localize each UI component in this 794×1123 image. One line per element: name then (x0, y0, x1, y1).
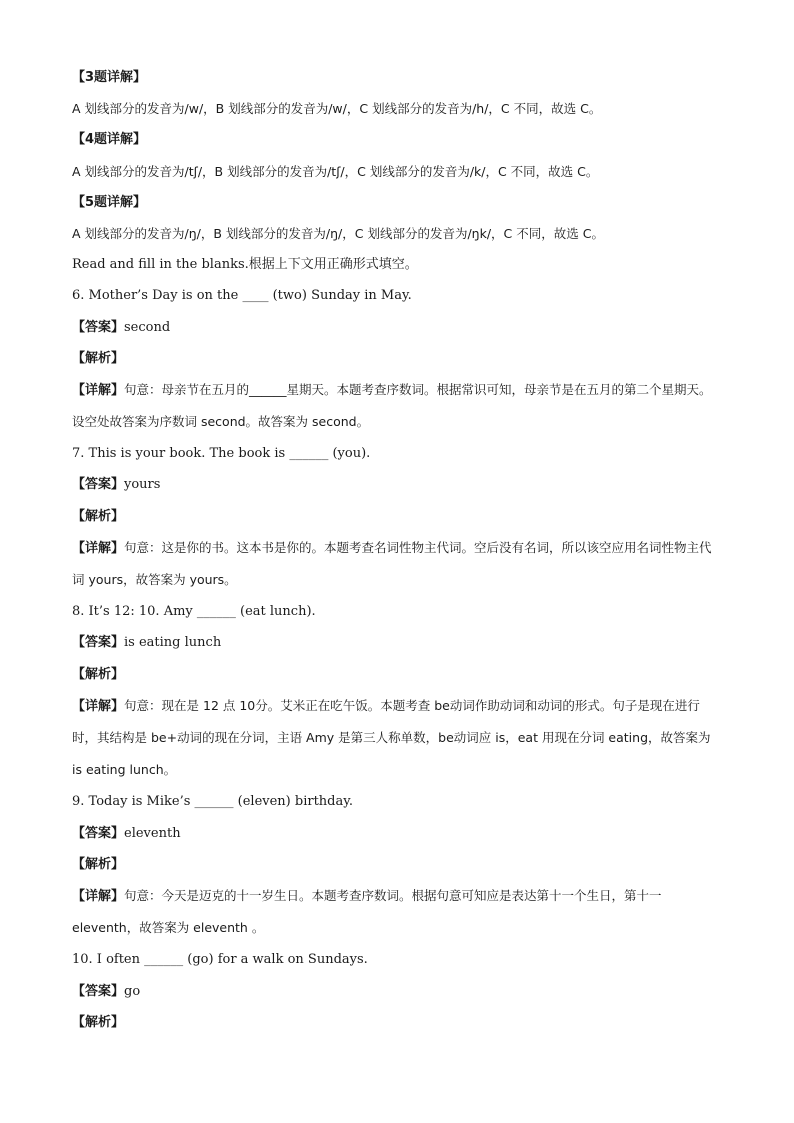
analysis-label: 【解析】 (72, 508, 125, 524)
explanation-text: A 划线部分的发音为/tʃ/，B 划线部分的发音为/tʃ/，C 划线部分的发音为/k/，C 不同，故选 C。 (72, 163, 599, 179)
answer-line: 【答案】eleventh (72, 825, 181, 841)
section-heading: 【5题详解】 (72, 194, 147, 210)
section-heading: 【4题详解】 (72, 132, 147, 148)
question-10: 10. I often ______ (go) for a walk on Sundays. (72, 952, 368, 968)
analysis-label: 【解析】 (72, 1014, 125, 1030)
section-heading: 【3题详解】 (72, 70, 147, 85)
detail-explanation: 【详解】句意：这是你的书。这本书是你的。本题考查名词性物主代词。空后没有名词，所以该空应用名词性物主代词 yours，故答案为 yours。 (72, 539, 712, 588)
answer-line: 【答案】yours (72, 477, 161, 493)
analysis-label: 【解析】 (72, 856, 125, 872)
detail-explanation: 【详解】句意：今天是迈克的十一岁生日。本题考查序数词。根据句意可知应是表达第十一个生日，第十一 eleventh，故答案为 eleventh 。 (72, 887, 662, 936)
question-6: 6. Mother’s Day is on the ____ (two) Sunday in May. (72, 288, 412, 304)
question-9: 9. Today is Mike’s ______ (eleven) birthday. (72, 794, 353, 810)
analysis-label: 【解析】 (72, 666, 125, 682)
document-page (72, 62, 722, 1038)
answer-value: go (124, 983, 141, 999)
answer-line: 【答案】go (72, 983, 141, 999)
question-8: 8. It’s 12: 10. Amy ______ (eat lunch). (72, 604, 316, 620)
answer-value: yours (124, 477, 161, 493)
answer-value: second (124, 319, 171, 335)
explanation-text: A 划线部分的发音为/ŋ/，B 划线部分的发音为/ŋ/，C 划线部分的发音为/ŋk/，C 不同，故选 C。 (72, 225, 604, 241)
question-7: 7. This is your book. The book is ______ (you). (72, 446, 371, 462)
detail-explanation: 【详解】句意：母亲节在五月的______星期天。本题考查序数词。根据常识可知，母亲节是在五月的第二个星期天。设空处故答案为序数词 second。故答案为 second。 (72, 381, 712, 430)
answer-value: eleventh (124, 825, 181, 841)
instruction-text: Read and fill in the blanks.根据上下文用正确形式填空。 (72, 257, 418, 273)
detail-explanation: 【详解】句意：现在是 12 点 10分。艾米正在吃午饭。本题考查 be动词作助动词和动词的形式。句子是现在进行时，其结构是 be+动词的现在分词，主语 Amy 是第三人称单数，be动词应 is，eat 用现在分词 eating，故答案为 is eating lunch。 (72, 697, 711, 778)
explanation-text: A 划线部分的发音为/w/，B 划线部分的发音为/w/，C 划线部分的发音为/h/，C 不同，故选 C。 (72, 101, 602, 117)
answer-value: is eating lunch (124, 635, 222, 651)
answer-line: 【答案】is eating lunch (72, 635, 222, 651)
answer-line: 【答案】second (72, 319, 171, 335)
analysis-label: 【解析】 (72, 350, 125, 366)
